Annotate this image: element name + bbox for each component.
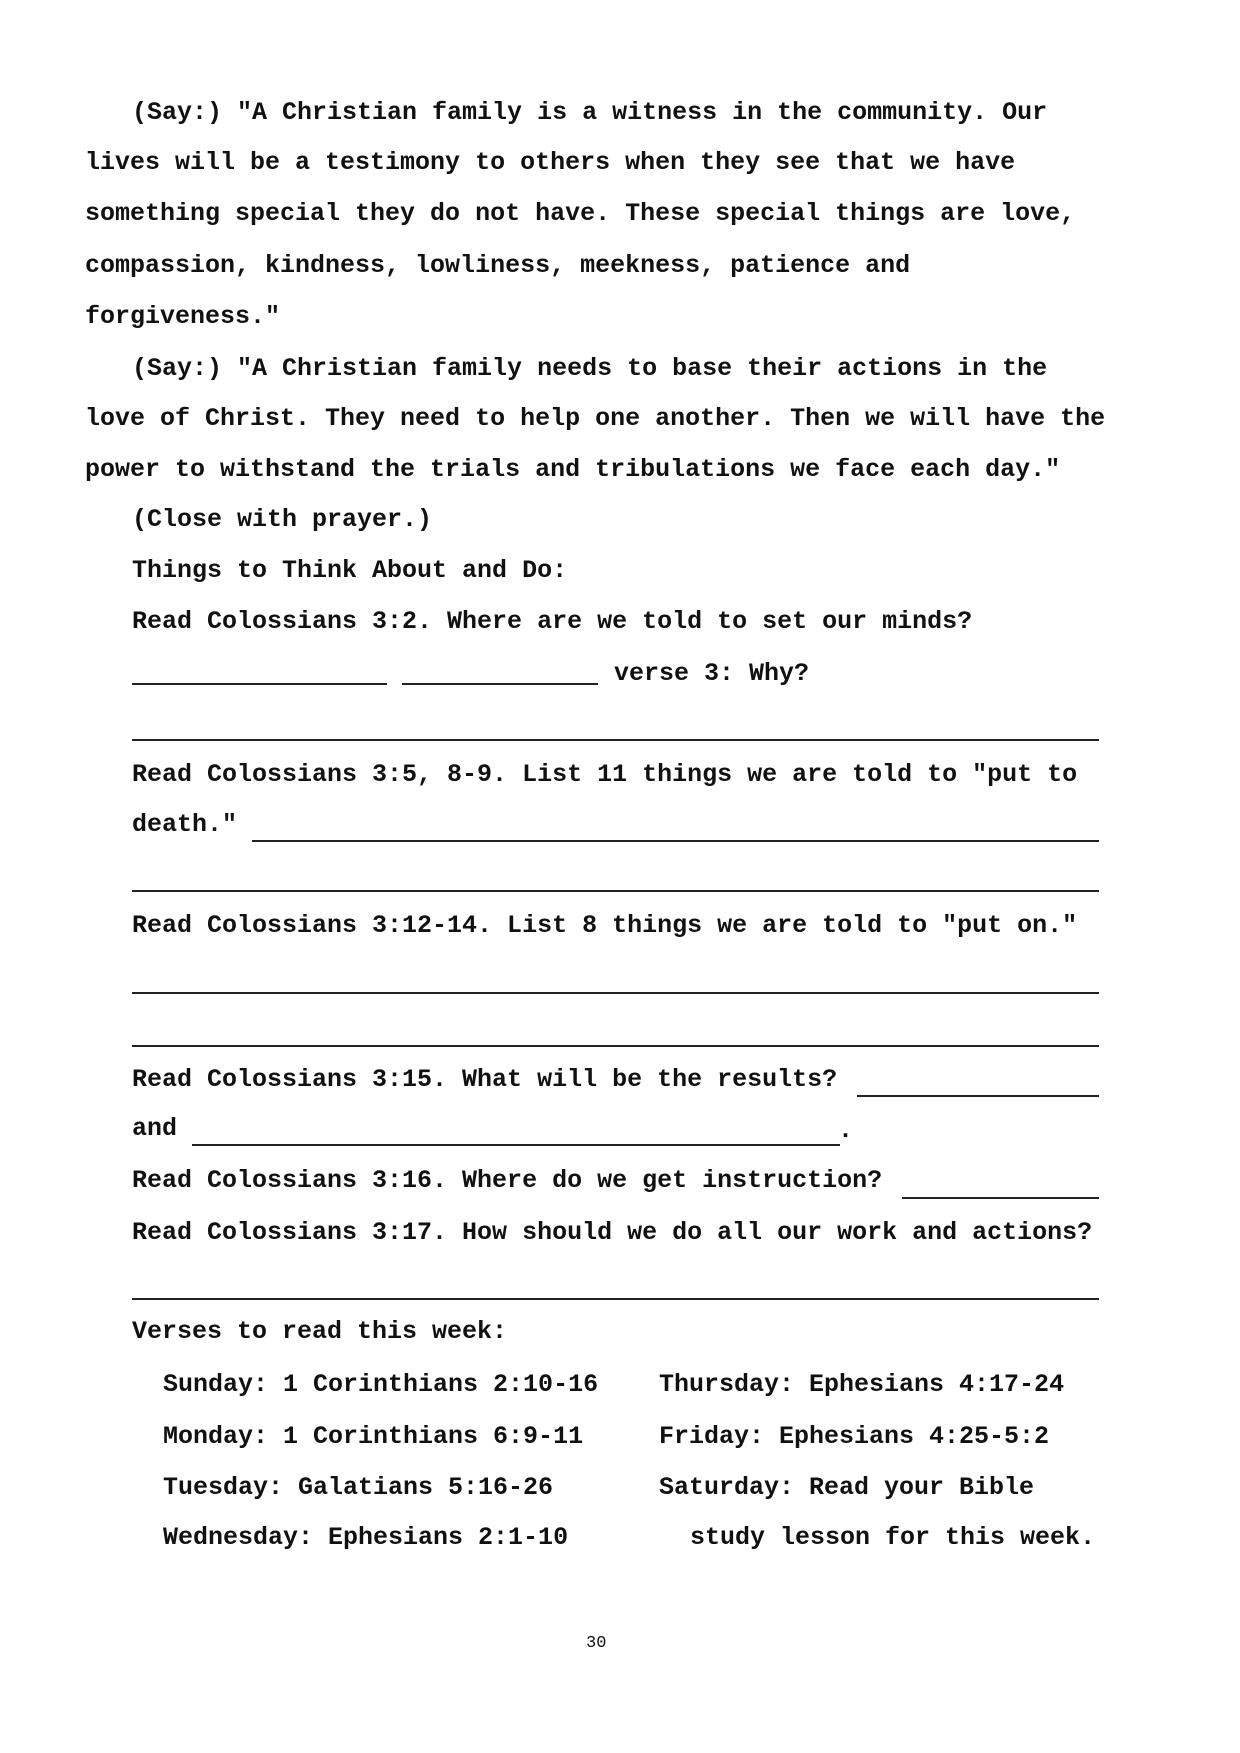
answer-line — [252, 840, 1099, 842]
question-2-cont: death." — [132, 810, 238, 839]
paragraph1-line: something special they do not have. These special things are love, — [85, 199, 1076, 228]
paragraph1-line: (Say:) "A Christian family is a witness in the community. Our — [132, 98, 1048, 127]
verse-tuesday: Tuesday: Galatians 5:16-26 — [163, 1473, 554, 1502]
verse-saturday: Saturday: Read your Bible — [659, 1473, 1035, 1502]
answer-line — [132, 1298, 1099, 1300]
verse-wednesday: Wednesday: Ephesians 2:1-10 — [163, 1523, 569, 1552]
question-4-and: and — [132, 1114, 178, 1143]
paragraph1-line: lives will be a testimony to others when they see that we have — [85, 148, 1016, 177]
question-4: Read Colossians 3:15. What will be the results? — [132, 1065, 838, 1094]
verse-thursday: Thursday: Ephesians 4:17-24 — [659, 1370, 1065, 1399]
answer-blank — [902, 1197, 1099, 1199]
question-4-period: . — [838, 1116, 854, 1145]
question-1: Read Colossians 3:2. Where are we told to set our minds? — [132, 607, 973, 636]
section-title: Things to Think About and Do: — [132, 556, 568, 585]
page-number: 30 — [586, 1634, 607, 1653]
question-5: Read Colossians 3:16. Where do we get instruction? — [132, 1166, 883, 1195]
answer-blank — [132, 683, 387, 685]
answer-line — [132, 992, 1099, 994]
verses-title: Verses to read this week: — [132, 1317, 508, 1346]
question-6: Read Colossians 3:17. How should we do all our work and actions? — [132, 1218, 1093, 1247]
paragraph2-line: power to withstand the trials and tribulations we face each day." — [85, 455, 1061, 484]
verse-sunday: Sunday: 1 Corinthians 2:10-16 — [163, 1370, 599, 1399]
question-2: Read Colossians 3:5, 8-9. List 11 things we are told to "put to — [132, 760, 1078, 789]
question-1-followup: verse 3: Why? — [614, 659, 810, 688]
answer-line — [132, 890, 1099, 892]
answer-blank — [857, 1095, 1099, 1097]
verse-friday: Friday: Ephesians 4:25-5:2 — [659, 1422, 1050, 1451]
answer-blank — [192, 1144, 840, 1146]
verse-monday: Monday: 1 Corinthians 6:9-11 — [163, 1422, 584, 1451]
paragraph2-line: love of Christ. They need to help one another. Then we will have the — [85, 404, 1106, 433]
question-3: Read Colossians 3:12-14. List 8 things we are told to "put on." — [132, 911, 1078, 940]
close-instruction: (Close with prayer.) — [132, 505, 433, 534]
verse-saturday-cont: study lesson for this week. — [690, 1523, 1096, 1552]
answer-line — [132, 1045, 1099, 1047]
paragraph1-line: forgiveness." — [85, 302, 281, 331]
paragraph2-line: (Say:) "A Christian family needs to base their actions in the — [132, 354, 1048, 383]
answer-blank — [402, 683, 598, 685]
answer-line — [132, 739, 1099, 741]
paragraph1-line: compassion, kindness, lowliness, meekness, patience and — [85, 251, 911, 280]
